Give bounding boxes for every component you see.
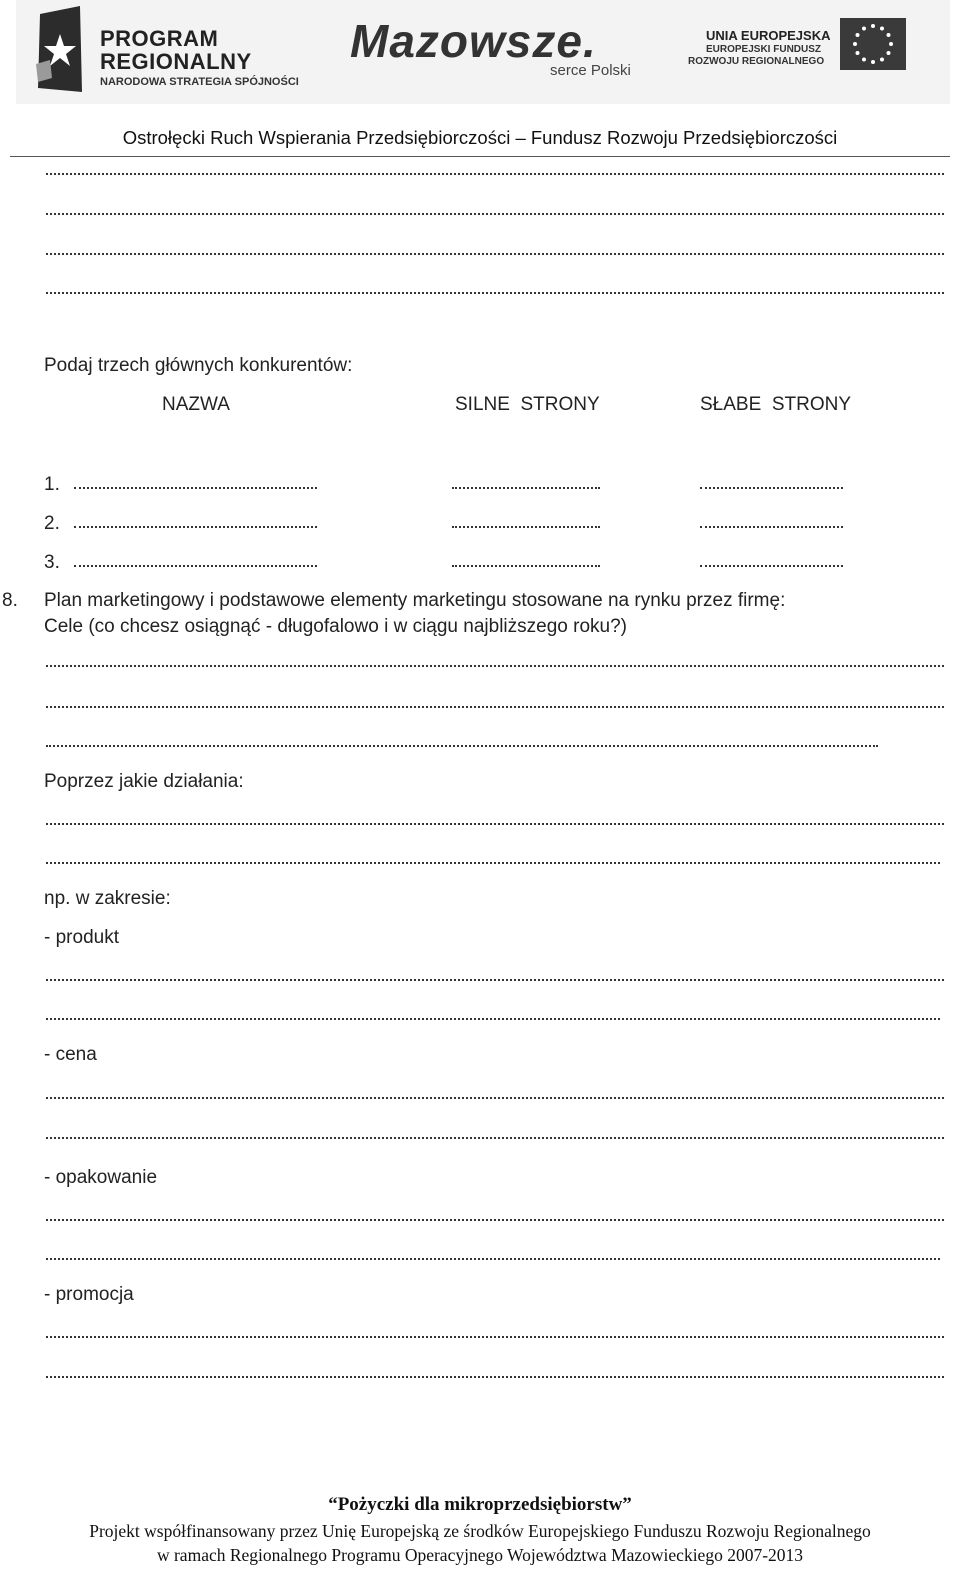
- answer-line[interactable]: [46, 662, 944, 667]
- answer-line[interactable]: [46, 1373, 944, 1378]
- competitor-name-field[interactable]: [74, 523, 317, 528]
- answer-line[interactable]: [46, 1216, 944, 1221]
- answer-line[interactable]: [46, 742, 878, 747]
- logo-left-line3: NARODOWA STRATEGIA SPÓJNOŚCI: [100, 76, 299, 88]
- answer-line[interactable]: [46, 289, 944, 294]
- answer-line[interactable]: [46, 976, 944, 981]
- answer-line[interactable]: [46, 1255, 940, 1260]
- competitor-name-field[interactable]: [74, 484, 317, 489]
- competitor-weaknesses-field[interactable]: [700, 562, 843, 567]
- footer-program: w ramach Regionalnego Programu Operacyjnego Województwa Mazowieckiego 2007-2013: [156, 1545, 804, 1565]
- answer-line[interactable]: [46, 210, 944, 215]
- eu-flag-icon: [840, 18, 906, 70]
- answer-line[interactable]: [46, 859, 940, 864]
- example-label: np. w zakresie:: [44, 888, 171, 909]
- eu-line1: UNIA EUROPEJSKA: [706, 28, 831, 43]
- header-divider: [10, 156, 950, 157]
- row-number: 1.: [44, 474, 60, 495]
- competitor-strengths-field[interactable]: [452, 484, 600, 489]
- col-name-header: NAZWA: [162, 394, 230, 415]
- goals-question: Cele (co chcesz osiągnąć - długofalowo i w ciągu najbliższego roku?): [44, 616, 627, 637]
- competitor-strengths-field[interactable]: [452, 523, 600, 528]
- answer-line[interactable]: [46, 1134, 944, 1139]
- star-flag-icon: [30, 4, 88, 96]
- logo-left-line2: REGIONALNY: [100, 49, 252, 74]
- eu-line3: ROZWOJU REGIONALNEGO: [688, 56, 825, 67]
- eu-logo: [688, 18, 948, 88]
- packaging-label: - opakowanie: [44, 1167, 158, 1188]
- promotion-label: - promocja: [44, 1284, 134, 1305]
- program-regionalny-logo: [30, 4, 330, 96]
- answer-line[interactable]: [46, 1094, 944, 1099]
- price-label: - cena: [44, 1044, 97, 1065]
- competitor-weaknesses-field[interactable]: [700, 484, 843, 489]
- competitors-prompt: Podaj trzech głównych konkurentów:: [44, 355, 353, 376]
- competitor-weaknesses-field[interactable]: [700, 523, 843, 528]
- competitor-strengths-field[interactable]: [452, 562, 600, 567]
- answer-line[interactable]: [46, 703, 944, 708]
- competitor-name-field[interactable]: [74, 562, 317, 567]
- page-header-title: Ostrołęcki Ruch Wspierania Przedsiębiorczości – Fundusz Rozwoju Przedsiębiorczości: [122, 127, 838, 148]
- footer-cofinancing: Projekt współfinansowany przez Unię Europejską ze środków Europejskiego Funduszu Rozwoju Regionalnego: [89, 1521, 871, 1541]
- answer-line[interactable]: [46, 1015, 940, 1020]
- section-heading: Plan marketingowy i podstawowe elementy marketingu stosowane na rynku przez firmę:: [44, 590, 786, 611]
- logo-left-line1: PROGRAM: [100, 26, 219, 51]
- section-number: 8.: [2, 590, 18, 611]
- eu-line2: EUROPEJSKI FUNDUSZ: [706, 44, 822, 55]
- mazowsze-tagline: serce Polski: [550, 62, 631, 79]
- mazowsze-wordmark: Mazowsze.: [350, 15, 597, 67]
- actions-question: Poprzez jakie działania:: [44, 771, 244, 792]
- answer-line[interactable]: [46, 820, 944, 825]
- footer-project-title: “Pożyczki dla mikroprzedsiębiorstw”: [328, 1494, 632, 1515]
- answer-line[interactable]: [46, 250, 944, 255]
- mazowsze-logo: [350, 14, 650, 94]
- answer-line[interactable]: [46, 1333, 944, 1338]
- product-label: - produkt: [44, 927, 119, 948]
- row-number: 3.: [44, 552, 60, 573]
- answer-line[interactable]: [46, 170, 944, 175]
- row-number: 2.: [44, 513, 60, 534]
- col-strengths-header: SILNE STRONY: [455, 394, 600, 415]
- col-weaknesses-header: SŁABE STRONY: [700, 394, 851, 415]
